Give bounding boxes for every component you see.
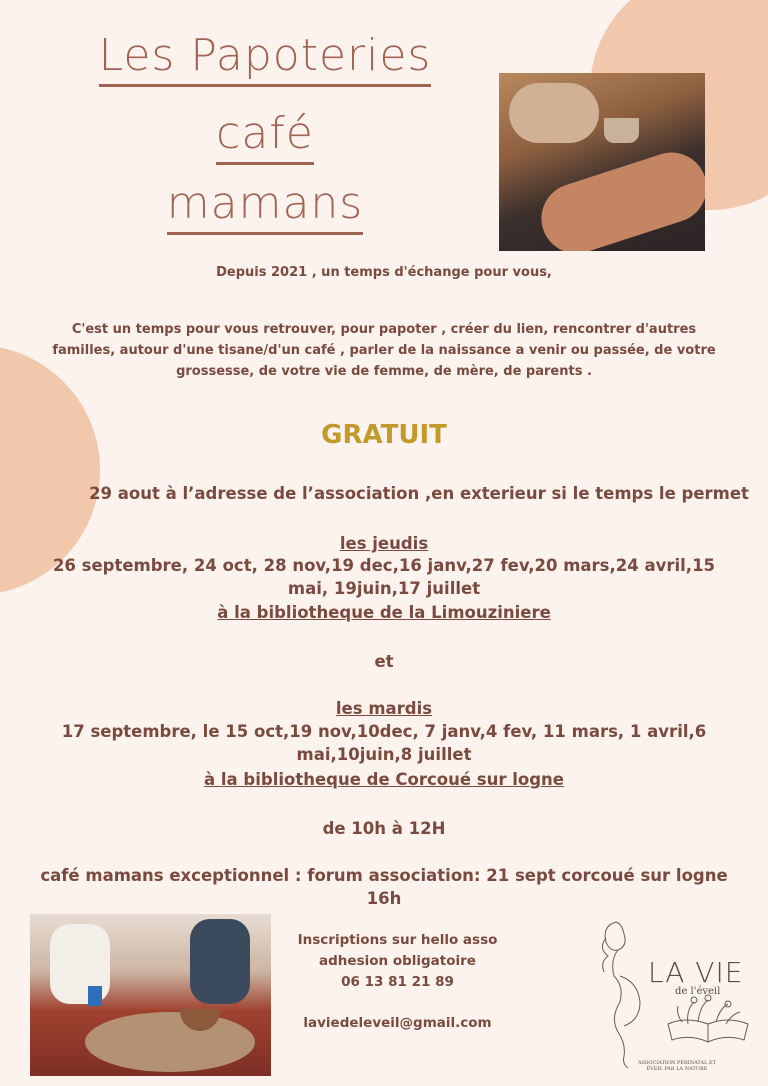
jeudis-location: à la bibliotheque de la Limouziniere <box>217 603 551 622</box>
logo-subtitle: de l'éveil <box>675 986 721 997</box>
email-address[interactable]: laviedeleveil@gmail.com <box>303 1015 492 1031</box>
logo-title: LA VIE <box>648 956 744 989</box>
price-label: GRATUIT <box>321 420 447 450</box>
title-line-3: mamans <box>0 178 530 235</box>
jeudis-label: les jeudis <box>339 534 429 553</box>
jeudis-dates: 26 septembre, 24 oct, 28 nov,19 dec,16 janv,27 fev,20 mars,24 avril,15 mai, 19juin,17 juillet <box>52 556 716 598</box>
phone-number[interactable]: 06 13 81 21 89 <box>341 974 454 990</box>
membership-text: adhesion obligatoire <box>319 953 476 969</box>
mardis-location: à la bibliotheque de Corcoué sur logne <box>204 770 564 789</box>
intro-text: Depuis 2021 , un temps d'échange pour vous, <box>216 265 552 280</box>
schedule-hours: de 10h à 12H <box>322 819 446 838</box>
title-line-1: Les Papoteries <box>0 30 530 87</box>
logo-tagline: ASSOCIATION PÉRINATAL ET ÉVEIL PAR LA NATURE <box>637 1060 717 1072</box>
inscriptions-text: Inscriptions sur hello asso <box>297 932 498 948</box>
first-date: 29 aout à l’adresse de l’association ,en exterieur si le temps le permet <box>89 484 749 503</box>
photo-women-with-tea <box>499 73 705 251</box>
title-line-2: café <box>0 108 530 165</box>
photo-group-circle <box>30 914 271 1076</box>
conjunction-text: et <box>374 652 394 671</box>
association-logo <box>588 912 768 1077</box>
mardis-label: les mardis <box>335 699 433 718</box>
mardis-dates: 17 septembre, le 15 oct,19 nov,10dec, 7 janv,4 fev, 11 mars, 1 avril,6 mai,10juin,8 juillet <box>61 722 707 764</box>
description-text: C'est un temps pour vous retrouver, pour papoter , créer du lien, rencontrer d'autres familles, autour d'une tisane/d'un café , parler de la naissance a venir ou passée, de votre grossesse, de votre vie de femme, de mère, de parents . <box>52 322 716 379</box>
exceptional-event: café mamans exceptionnel : forum association: 21 sept corcoué sur logne 16h <box>40 866 728 908</box>
